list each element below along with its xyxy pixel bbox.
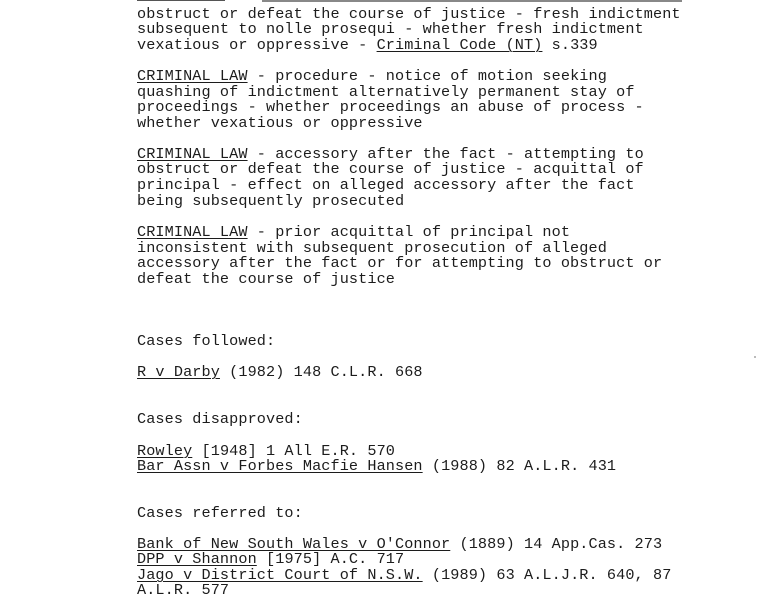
- legislation-reference: Criminal Code (NT): [376, 36, 543, 54]
- para3-text: defeat the course of justice: [137, 270, 395, 288]
- scan-speck: [754, 356, 756, 358]
- para2-text: principal - effect on alleged accessory after the fact: [137, 176, 635, 194]
- para0-text: vexatious or oppressive -: [137, 36, 377, 54]
- para0-line1: [137, 21, 644, 37]
- para3-line3: [137, 271, 395, 287]
- para2-text: being subsequently prosecuted: [137, 192, 405, 210]
- para2-text: - accessory after the fact - attempting to: [247, 145, 644, 163]
- para2-line2: [137, 177, 635, 193]
- catchword-heading: CRIMINAL LAW: [137, 145, 248, 163]
- cases-disapproved-heading: [137, 411, 303, 427]
- case-name: R v Darby: [137, 363, 220, 381]
- section-heading: Cases referred to:: [137, 504, 303, 522]
- case-row-continuation: [137, 582, 229, 598]
- case-citation: A.L.R. 577: [137, 581, 230, 599]
- para0-line2: [137, 37, 598, 53]
- case-citation: (1889) 14 App.Cas. 273: [450, 535, 663, 553]
- case-name: Jago v District Court of N.S.W.: [137, 566, 423, 584]
- case-row: [137, 364, 423, 380]
- catchword-heading: CRIMINAL LAW: [137, 67, 248, 85]
- para2-text: obstruct or defeat the course of justice - acquittal of: [137, 160, 644, 178]
- para2-line1: [137, 161, 644, 177]
- section-reference: s.339: [542, 36, 598, 54]
- para1-text: whether vexatious or oppressive: [137, 114, 423, 132]
- para0-text: obstruct or defeat the course of justice - fresh indictment: [137, 5, 681, 23]
- cases-referred-heading: [137, 505, 303, 521]
- section-heading: Cases disapproved:: [137, 410, 303, 428]
- cropped-underline: [137, 0, 225, 1]
- para3-line2: [137, 255, 662, 271]
- case-name: DPP v Shannon: [137, 550, 257, 568]
- cases-followed-heading: [137, 333, 275, 349]
- case-citation: (1988) 82 A.L.R. 431: [422, 457, 617, 475]
- para1-text: - procedure - notice of motion seeking: [247, 67, 607, 85]
- para3-text: inconsistent with subsequent prosecution of alleged: [137, 239, 607, 257]
- case-row: [137, 551, 404, 567]
- para0-text: subsequent to nolle prosequi - whether fresh indictment: [137, 20, 644, 38]
- case-row: [137, 458, 616, 474]
- case-name: Bank of New South Wales v O'Connor: [137, 535, 451, 553]
- case-citation: [1948] 1 All E.R. 570: [192, 442, 396, 460]
- cropped-text-fragment: [262, 0, 682, 2]
- para3-text: accessory after the fact or for attempting to obstruct or: [137, 254, 663, 272]
- para3-line0: [137, 224, 570, 240]
- case-name: Rowley: [137, 442, 193, 460]
- para1-text: quashing of indictment alternatively permanent stay of: [137, 83, 635, 101]
- para1-text: proceedings - whether proceedings an abuse of process -: [137, 98, 644, 116]
- para1-line3: [137, 115, 423, 131]
- para1-line0: [137, 68, 607, 84]
- case-citation: (1982) 148 C.L.R. 668: [219, 363, 423, 381]
- catchword-heading: CRIMINAL LAW: [137, 223, 248, 241]
- case-name: Bar Assn v Forbes Macfie Hansen: [137, 457, 423, 475]
- section-heading: Cases followed:: [137, 332, 276, 350]
- para1-line2: [137, 99, 644, 115]
- para2-line3: [137, 193, 404, 209]
- case-citation: (1989) 63 A.L.J.R. 640, 87: [422, 566, 672, 584]
- case-citation: [1975] A.C. 717: [256, 550, 405, 568]
- para3-text: - prior acquittal of principal not: [247, 223, 571, 241]
